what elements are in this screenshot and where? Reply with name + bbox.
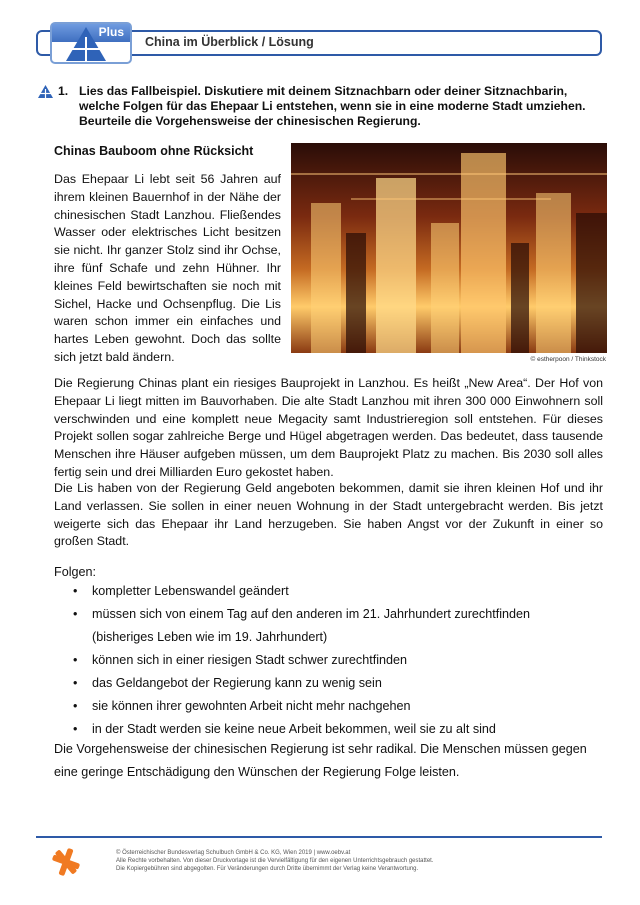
conclusion: Die Vorgehensweise der chinesischen Regierung ist sehr radikal. Die Menschen müssen gegen eine geringe Entschädigung den Wünschen der Regierung Folge leisten. xyxy=(54,742,587,779)
pyramid-icon xyxy=(66,27,106,61)
footer-line-1: © Österreichischer Bundesverlag Schulbuch GmbH & Co. KG, Wien 2019 | www.oebv.at xyxy=(116,850,351,856)
story-intro: Das Ehepaar Li lebt seit 56 Jahren auf ihrem kleinen Bauernhof in der Nähe der chinesischen Stadt Lanzhou. Fließendes Wasser oder elektrisches Licht besitzen sie nicht. Ihr ganzer Stolz sind ihr Ochse, ihre fünf Schafe und zehn Hühner. Ihr kleines Feld bewirtschaften sie noch mit Sichel, Hacke und Ochsenpflug. Die Lis waren schon immer ein einfaches und hartes Leben gewohnt. Doch das sollte sich jetzt bald ändern. xyxy=(54,172,281,364)
footer-line-3: Die Kopiergebühren sind abgegolten. Für Veränderungen durch Dritte übernimmt der Verlag keine Verantwortung. xyxy=(116,866,419,872)
list-item-text: sie können ihrer gewohnten Arbeit nicht mehr nachgehen xyxy=(92,699,411,713)
list-item xyxy=(54,695,614,718)
bullet-icon: • xyxy=(73,722,78,736)
list-item xyxy=(54,603,614,649)
list-item xyxy=(54,649,614,672)
list-item-text: müssen sich von einem Tag auf den anderen im 21. Jahrhundert zurechtfinden xyxy=(92,607,531,621)
list-item xyxy=(54,580,614,603)
footer-rule xyxy=(36,836,602,838)
story-paragraph-2: Die Regierung Chinas plant ein riesiges Bauprojekt in Lanzhou. Es heißt „New Area“. Der Hof von Ehepaar Li liegt mitten im Bauvorhaben. Die alte Stadt Lanzhou mit ihren 300 000 Einwohnern soll verschwinden und eine komplett neue Megacity samt Industrieregion soll entstehen. Für dieses Projekt sollen sogar zahlreiche Berge und Hügel abgetragen werden. Das bedeutet, dass tausende Menschen ihre Häuser aufgeben müssen, um dem Bauprojekt Platz zu machen. Bis 2030 soll alles fertig sein und drei Milliarden Euro gekostet haben. xyxy=(54,376,603,479)
list-item xyxy=(54,672,614,695)
publisher-logo-icon xyxy=(52,848,80,876)
footer-line-2: Alle Rechte vorbehalten. Von dieser Druckvorlage ist die Vervielfältigung für den eigenen Unterrichtsgebrauch gestattet. xyxy=(116,858,434,864)
story-title: Chinas Bauboom ohne Rücksicht xyxy=(54,144,254,158)
task-text: Lies das Fallbeispiel. Diskutiere mit deinem Sitznachbarn oder deiner Sitznachbarin, welche Folgen für das Ehepaar Li entstehen, wenn sie in eine moderne Stadt umziehen. Beurteile die Vorgehensweise der chinesischen Regierung. xyxy=(79,84,586,128)
pyramid-icon xyxy=(38,85,53,98)
bullet-icon: • xyxy=(73,699,78,713)
story-paragraph-3: Die Lis haben von der Regierung Geld angeboten bekommen, damit sie ihren kleinen Hof und ihr Land verlassen. Sie sollen in einer neuen Wohnung in der Stadt untergebracht werden. Bis jetzt weigerte sich das Ehepaar ihr Land herzugeben. Sie haben Angst vor der Zukunft in einer so großen Stadt. xyxy=(54,481,603,549)
list-item-text: das Geldangebot der Regierung kann zu wenig sein xyxy=(92,676,382,690)
list-item-continuation: (bisheriges Leben wie im 19. Jahrhundert) xyxy=(92,630,328,644)
list-item-text: können sich in einer riesigen Stadt schwer zurechtfinden xyxy=(92,653,408,667)
plus-badge-label: Plus xyxy=(98,25,124,39)
consequences-list xyxy=(54,580,614,741)
photo-credit: © estherpoon / Thinkstock xyxy=(530,356,606,363)
task-number: 1. xyxy=(58,84,69,98)
bullet-icon: • xyxy=(73,653,78,667)
bullet-icon: • xyxy=(73,607,78,621)
page-title: China im Überblick / Lösung xyxy=(145,35,314,49)
footer-copyright xyxy=(116,849,434,873)
folgen-label: Folgen: xyxy=(54,565,97,579)
bullet-icon: • xyxy=(73,584,78,598)
list-item-text: in der Stadt werden sie keine neue Arbeit bekommen, weil sie zu alt sind xyxy=(92,722,496,736)
list-item-text: kompletter Lebenswandel geändert xyxy=(92,584,289,598)
bullet-icon: • xyxy=(73,676,78,690)
construction-city-photo xyxy=(291,143,607,353)
plus-badge xyxy=(50,22,132,64)
